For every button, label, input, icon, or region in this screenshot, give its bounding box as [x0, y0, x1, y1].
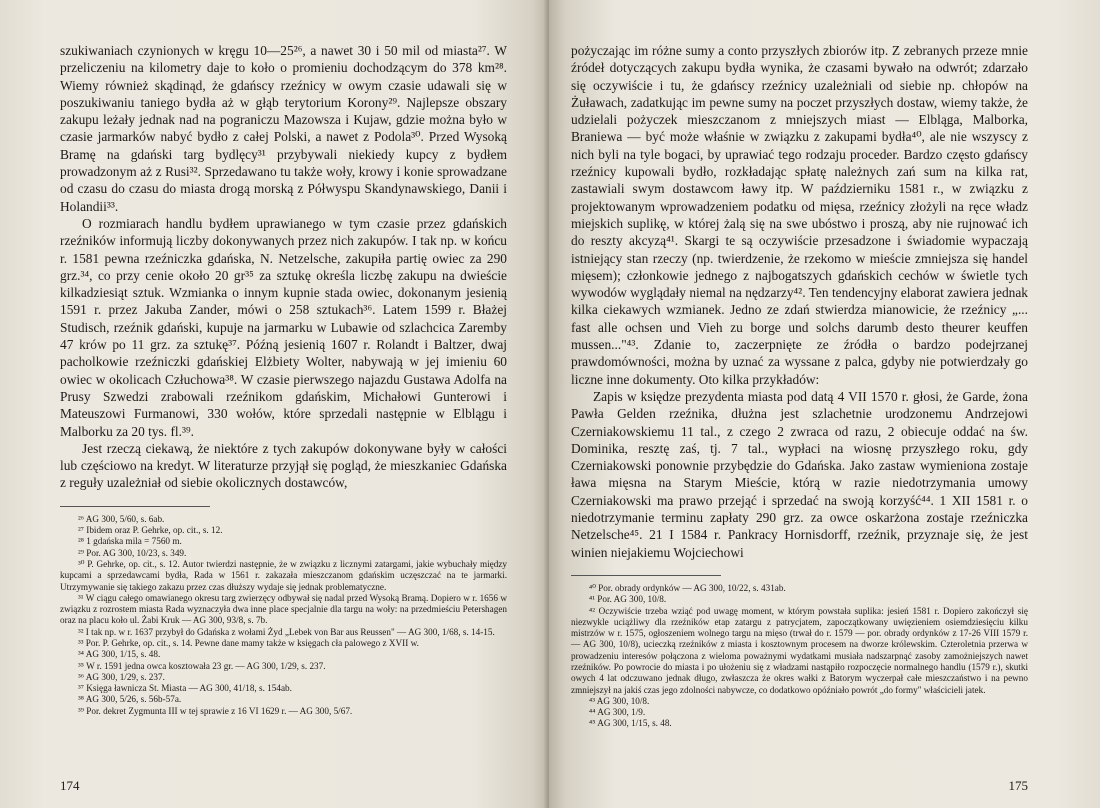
- left-footnotes: [60, 514, 507, 717]
- left-footnote: ³¹ W ciągu całego omawianego okresu targ zwierzęcy odbywał się nadal przed Wysoką Bramą. Dopiero w r. 1656 w związku z rozrostem miasta Rada wyznaczyła dwa inne place specjalnie dla targu na woły: na przedmieściu Petershagen oraz na placu koło ul. Żabi Kruk — AG 300, 93/8, s. 7b.: [60, 592, 507, 626]
- right-footnote-rule: [571, 575, 721, 576]
- left-page-body: [60, 42, 507, 492]
- right-footnote: ⁴³ AG 300, 10/8.: [589, 695, 650, 706]
- right-page: [549, 0, 1100, 808]
- left-footnote: ³⁹ Por. dekret Zygmunta III w tej sprawie z 16 VI 1629 r. — AG 300, 5/67.: [78, 705, 353, 716]
- left-paragraph: O rozmiarach handlu bydłem uprawianego w tym czasie przez gdańskich rzeźników informują liczby dokonywanych przez nich zakupów. I tak np. w końcu r. 1581 pewna rzeźniczka gdańska, N. Netzelsche, zakupiła partię owiec za 290 grz.³⁴, co przy cenie około 20 gr³⁵ za sztukę określa liczbę zakupu na dwieście kilkadziesiąt sztuk. Wzmianka o innym kupnie stada owiec, dokonanym jesienią 1591 r. przez Jakuba Zander, mówi o 258 sztukach³⁶. Latem 1599 r. Błażej Studisch, rzeźnik gdański, kupuje na jarmarku w Lubawie od szlachcica Zaremby 47 krów po 11 grz. za sztukę³⁷. Późną jesienią 1607 r. Rolandt i Baltzer, dwaj pacholkowie rzeźniczki gdańskiej Elżbiety Wolter, nabywają w jej imieniu 60 owiec w okolicach Człuchowa³⁸. W czasie pierwszego najazdu Gustawa Adolfa na Prusy Szwedzi zrabowali rzeźnikom gdańskim, Michałowi Gunterowi i Mateuszowi Furmanowi, 330 wołów, które sprzedali następnie w Elblągu i Malborku za 20 tys. fl.³⁹.: [60, 215, 507, 439]
- left-footnote: ²⁷ Ibidem oraz P. Gehrke, op. cit., s. 12.: [78, 525, 223, 536]
- right-footnotes: [571, 583, 1028, 730]
- left-footnote: ³⁴ AG 300, 1/15, s. 48.: [78, 649, 161, 660]
- left-footnote: ³³ Por. P. Gehrke, op. cit., s. 14. Pewne dane mamy także w księgach cła palowego z XVII w.: [78, 637, 419, 648]
- left-paragraph: Jest rzeczą ciekawą, że niektóre z tych zakupów dokonywane były w całości lub częściowo na kredyt. W literaturze przyjął się pogląd, że mieszkaniec Gdańska z reguły uzależniał od siebie okolicznych dostawców,: [60, 440, 507, 491]
- right-footnote: ⁴⁵ AG 300, 1/15, s. 48.: [589, 718, 672, 729]
- right-footnote: ⁴⁰ Por. obrady ordynków — AG 300, 10/22, s. 431ab.: [589, 582, 786, 593]
- left-page: [0, 0, 549, 808]
- right-footnote: ⁴⁴ AG 300, 1/9.: [589, 707, 646, 718]
- right-page-body: [571, 42, 1028, 561]
- left-footnote: ³⁷ Księga ławnicza St. Miasta — AG 300, 41/18, s. 154ab.: [78, 683, 292, 694]
- left-page-number: 174: [60, 778, 80, 793]
- right-footnote: ⁴² Oczywiście trzeba wziąć pod uwagę moment, w którym powstała suplika: jesień 1581 r. Dopiero zakończył się niezwykle uciążliwy dla rzeźników etap zatargu z patrycjatem, zapoczątkowany uwięzieniem osiemdziesięciu kilku mistrzów w r. 1575, ogłoszeniem wolnego targu na mięso (trwał do r. 1579 — por. obrady ordynków z 17-26 VIII 1579 r. — AG 300, 10/8), ucieczką rzeźników z miasta i kosztownym procesem na dworze królewskim. Czteroletnia przerwa w prowadzeniu interesów połączona z wieloma poważnymi wydatkami musiała nadszarpnąć zasoby zamożniejszych nawet rzeźników. Po powrocie do miasta i po ułożeniu się z władzami nastąpiło rozpoczęcie normalnego handlu (1579 r.), skutki owych 4 lat odczuwano jednak długo, zwłaszcza że okres wałki z Batorym wyczerpał całe mieszczaństwo i na pewno zmniejszył na jakiś czas jego zdolności nabywcze, co dodatkowo opóźniało powrót „do formy" właścicieli jatek.: [571, 605, 1028, 695]
- left-footnote: ³⁵ W r. 1591 jedna owca kosztowała 23 gr. — AG 300, 1/29, s. 237.: [78, 660, 326, 671]
- left-footnote: ²⁸ 1 gdańska mila = 7560 m.: [78, 536, 182, 547]
- left-footnote: ³⁸ AG 300, 5/26, s. 56b-57a.: [78, 694, 182, 705]
- left-paragraph: szukiwaniach czynionych w kręgu 10—25²⁶, a nawet 30 i 50 mil od miasta²⁷. W przeliczeniu na kilometry daje to koło o promieniu dochodzącym do 378 km²⁸. Wiemy również skądinąd, że gdańscy rzeźnicy w owym czasie udawali się w poszukiwaniu taniego bydła aż w głąb terytorium Korony²⁹. Najlepsze obszary zakupu leżały jednak nad na pograniczu Mazowsza i Kujaw, gdzie można było w czasie jarmarków nabyć bydło z całej Polski, a nawet z Podola³⁰. Przed Wysoką Bramę na gdański targ bydlęcy³¹ przybywali niekiedy kupcy z bydłem prowadzonym aż z Rusi³². Sprzedawano tu także woły, krowy i konie sprowadzane od czasu do czasu do miasta drogą morską z Półwyspu Skandynawskiego, Danii i Holandii³³.: [60, 43, 507, 214]
- right-paragraph: Zapis w księdze prezydenta miasta pod datą 4 VII 1570 r. głosi, że Garde, żona Pawła Gelden rzeźnika, dłużna jest szlachetnie urodzonemu Andrzejowi Czerniakowskiemu 11 tal., z czego 2 zwraca od razu, 2 obiecuje oddać na św. Dominika, resztę zaś, tj. 7 tal., wypłaci na wiosnę przyszłego roku, gdy Czerniakowski ponownie przybędzie do Gdańska. Jako zastaw wymieniona zostaje ława mięsna na Starym Mieście, którą w razie niedotrzymania umowy Czerniakowski ma prawo przejąć i sprzedać na swoją korzyść⁴⁴. 1 XII 1581 r. o niedotrzymanie terminu zapłaty 290 grz. za owce oskarżona zostaje rzeźniczka Netzelsche⁴⁵. 21 I 1584 r. Pankracy Hornisdorff, rzeźnik, przyznaje się, że jest winien niejakiemu Wojciechowi: [571, 388, 1028, 560]
- left-footnote-rule: [60, 506, 210, 507]
- left-footnote: ²⁹ Por. AG 300, 10/23, s. 349.: [78, 547, 187, 558]
- right-paragraph: pożyczając im różne sumy a conto przyszłych zbiorów itp. Z zebranych przeze mnie źródeł dotyczących zakupu bydła wynika, że czasami bywało na odwrót; zdarzało się oczywiście i tu, że gdańscy rzeźnicy uzależniali od siebie np. chłopów na Żuławach, zadatkując im pewne sumy na poczet przyszłych dostaw, wiemy także, że udzielali pożyczek mieszczanom z mniejszych miast — Elbląga, Malborka, Braniewa — być może właśnie w związku z zakupami bydła⁴⁰, ale nie wszyscy z nich byli na tyle bogaci, by uprawiać tego rodzaju proceder. Bardzo często gdańscy rzeźnicy kupowali bydło, rozkładając spłatę należnych zań sum na kilka rat, zastawiali swym dostawcom ławy itp. W październiku 1581 r., w związku z projektowanym wprowadzeniem podatku od mięsa, rzeźnicy złożyli na ręce władz miejskich suplikę, w której żalą się na swe ubóstwo i proszą, aby nie rujnować ich do reszty akcyzą⁴¹. Skargi te są oczywiście przesadzone i świadomie wypaczają istniejący stan rzeczy (np. twierdzenie, że rzekomo w mieście zmniejsza się handel mięsem); członkowie jednego z najbogatszych gdańskich cechów w świetle tych wywodów wyglądały niemal na nędzarzy⁴². Ten tendencyjny elaborat zawiera jednak kilka ciekawych wzmianek. Jedno ze zdań stwierdza mianowicie, że rzeźnicy „... fast alle ochsen und Vieh zu borge und solchs darumb desto theurer keuffen mussen..."⁴³. Zdanie to, zaczerpnięte ze źródła o bardzo podejrzanej prawdomówności, można by uznać za wyssane z palca, gdyby nie potwierdzały go liczne inne dokumenty. Oto kilka przykładów:: [571, 43, 1028, 387]
- left-footnote: ³⁰ P. Gehrke, op. cit., s. 12. Autor twierdzi następnie, że w związku z licznymi zatargami, jakie wybuchały między kupcami a sprzedawcami bydła, Rada w 1561 r. zakazała mieszczanom gdańskim uczęszczać na te jarmarki. Utrzymywanie się takiego zakazu przez czas dłuższy wydaje się jednak problematyczne.: [60, 558, 507, 592]
- left-footnote: ³⁶ AG 300, 1/29, s. 237.: [78, 671, 165, 682]
- left-footnote: ³² I tak np. w r. 1637 przybył do Gdańska z wołami Żyd „Lebek von Bar aus Reussen" — AG 300, 1/68, s. 14-15.: [78, 626, 495, 637]
- left-footnote: ²⁶ AG 300, 5/60, s. 6ab.: [78, 513, 165, 524]
- right-page-number: 175: [1008, 778, 1028, 793]
- right-footnote: ⁴¹ Por. AG 300, 10/8.: [589, 594, 667, 605]
